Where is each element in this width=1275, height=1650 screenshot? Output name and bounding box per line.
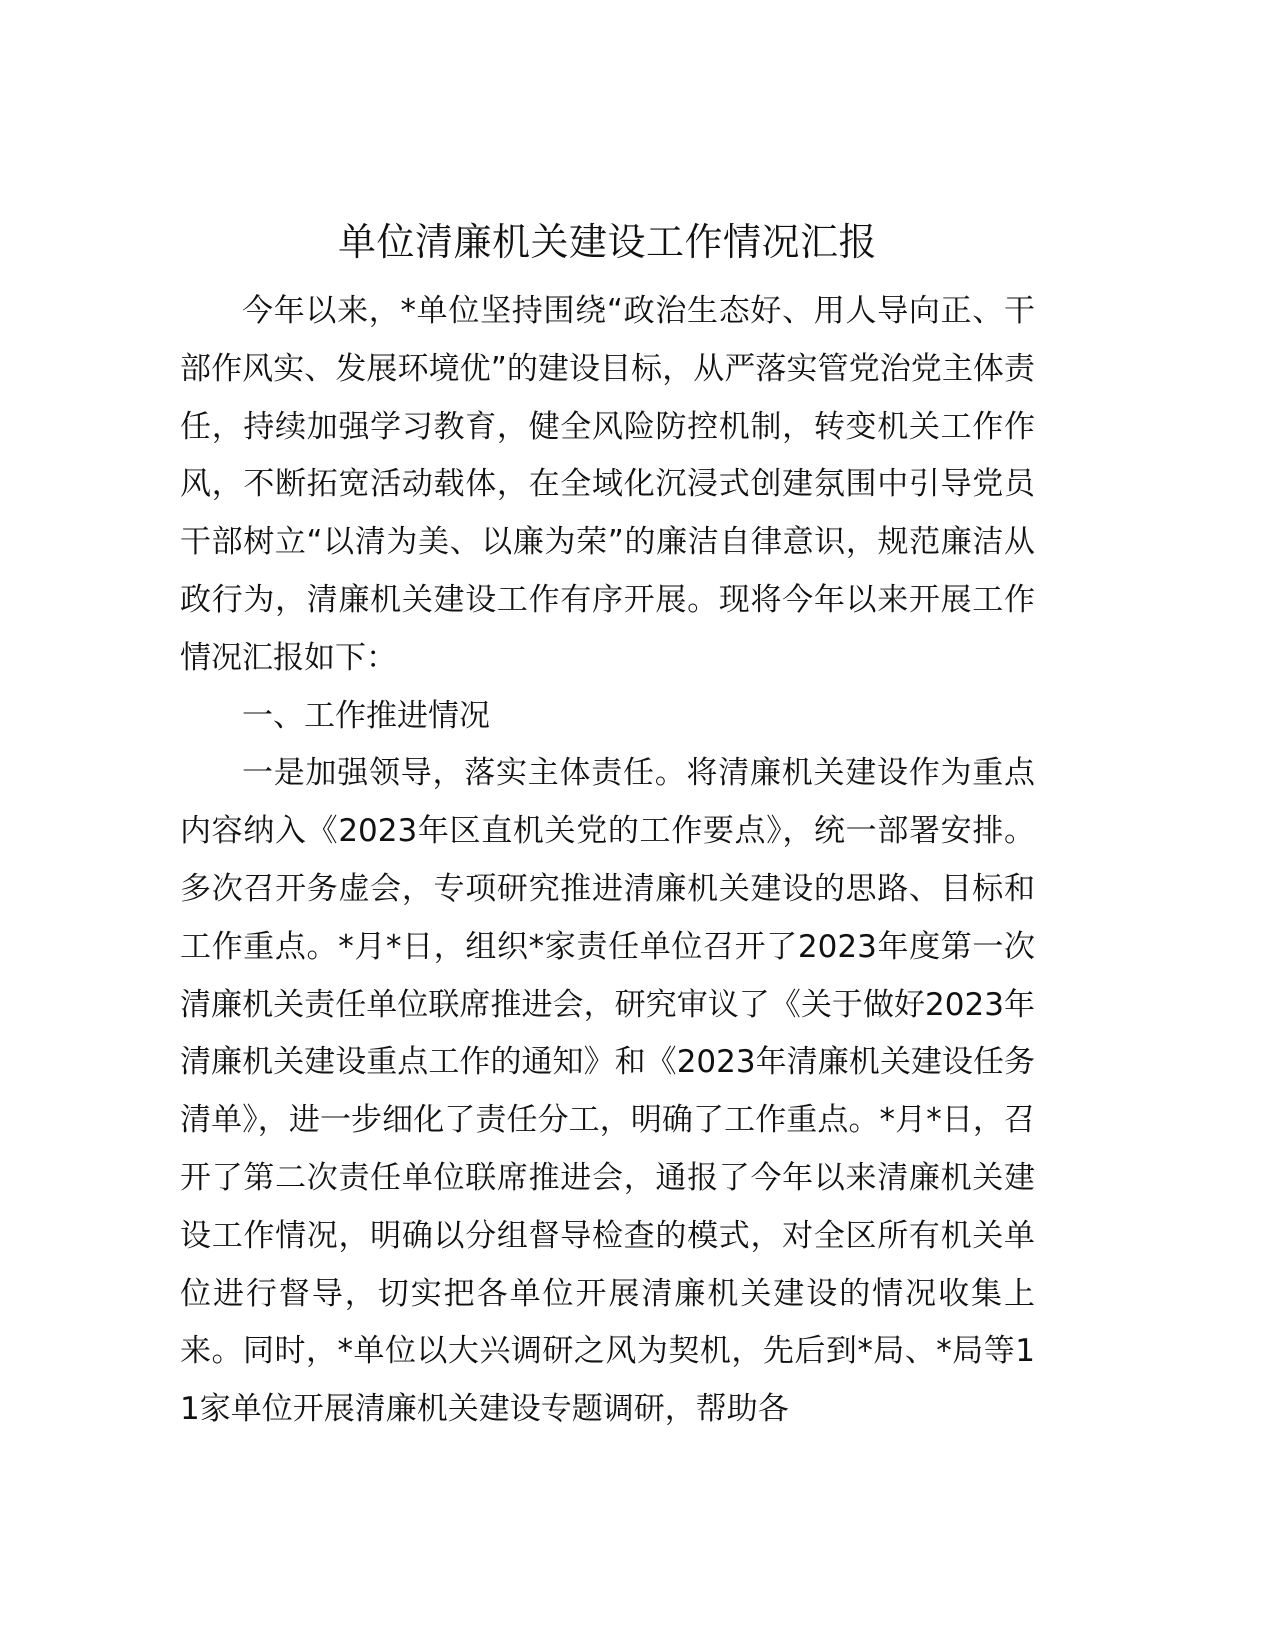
intro-paragraph: 今年以来，*单位坚持围绕“政治生态好、用人导向正、干部作风实、发展环境优”的建设目标，从严落实管党治党主体责任，持续加强学习教育，健全风险防控机制，转变机关工作作风，不断拓宽活动载体，在全域化沉浸式创建氛围中引导党员干部树立“以清为美、以廉为荣”的廉洁自律意识，规范廉洁从政行为，清廉机关建设工作有序开展。现将今年以来开展工作情况汇报如下：	[180, 293, 1035, 676]
body-paragraph: 一是加强领导，落实主体责任。将清廉机关建设作为重点内容纳入《2023年区直机关党的工作要点》，统一部署安排。多次召开务虚会，专项研究推进清廉机关建设的思路、目标和工作重点。*月*日，组织*家责任单位召开了2023年度第一次清廉机关责任单位联席推进会，研究审议了《关于做好2023年清廉机关建设重点工作的通知》和《2023年清廉机关建设任务清单》，进一步细化了责任分工，明确了工作重点。*月*日，召开了第二次责任单位联席推进会，通报了今年以来清廉机关建设工作情况，明确以分组督导检查的模式，对全区所有机关单位进行督导，切实把各单位开展清廉机关建设的情况收集上来。同时，*单位以大兴调研之风为契机，先后到*局、*局等11家单位开展清廉机关建设专题调研，帮助各	[180, 755, 1035, 1428]
document-title: 单位清廉机关建设工作情况汇报	[337, 220, 877, 264]
document-body	[180, 283, 1035, 1439]
section-heading: 一、工作推进情况	[242, 697, 490, 734]
